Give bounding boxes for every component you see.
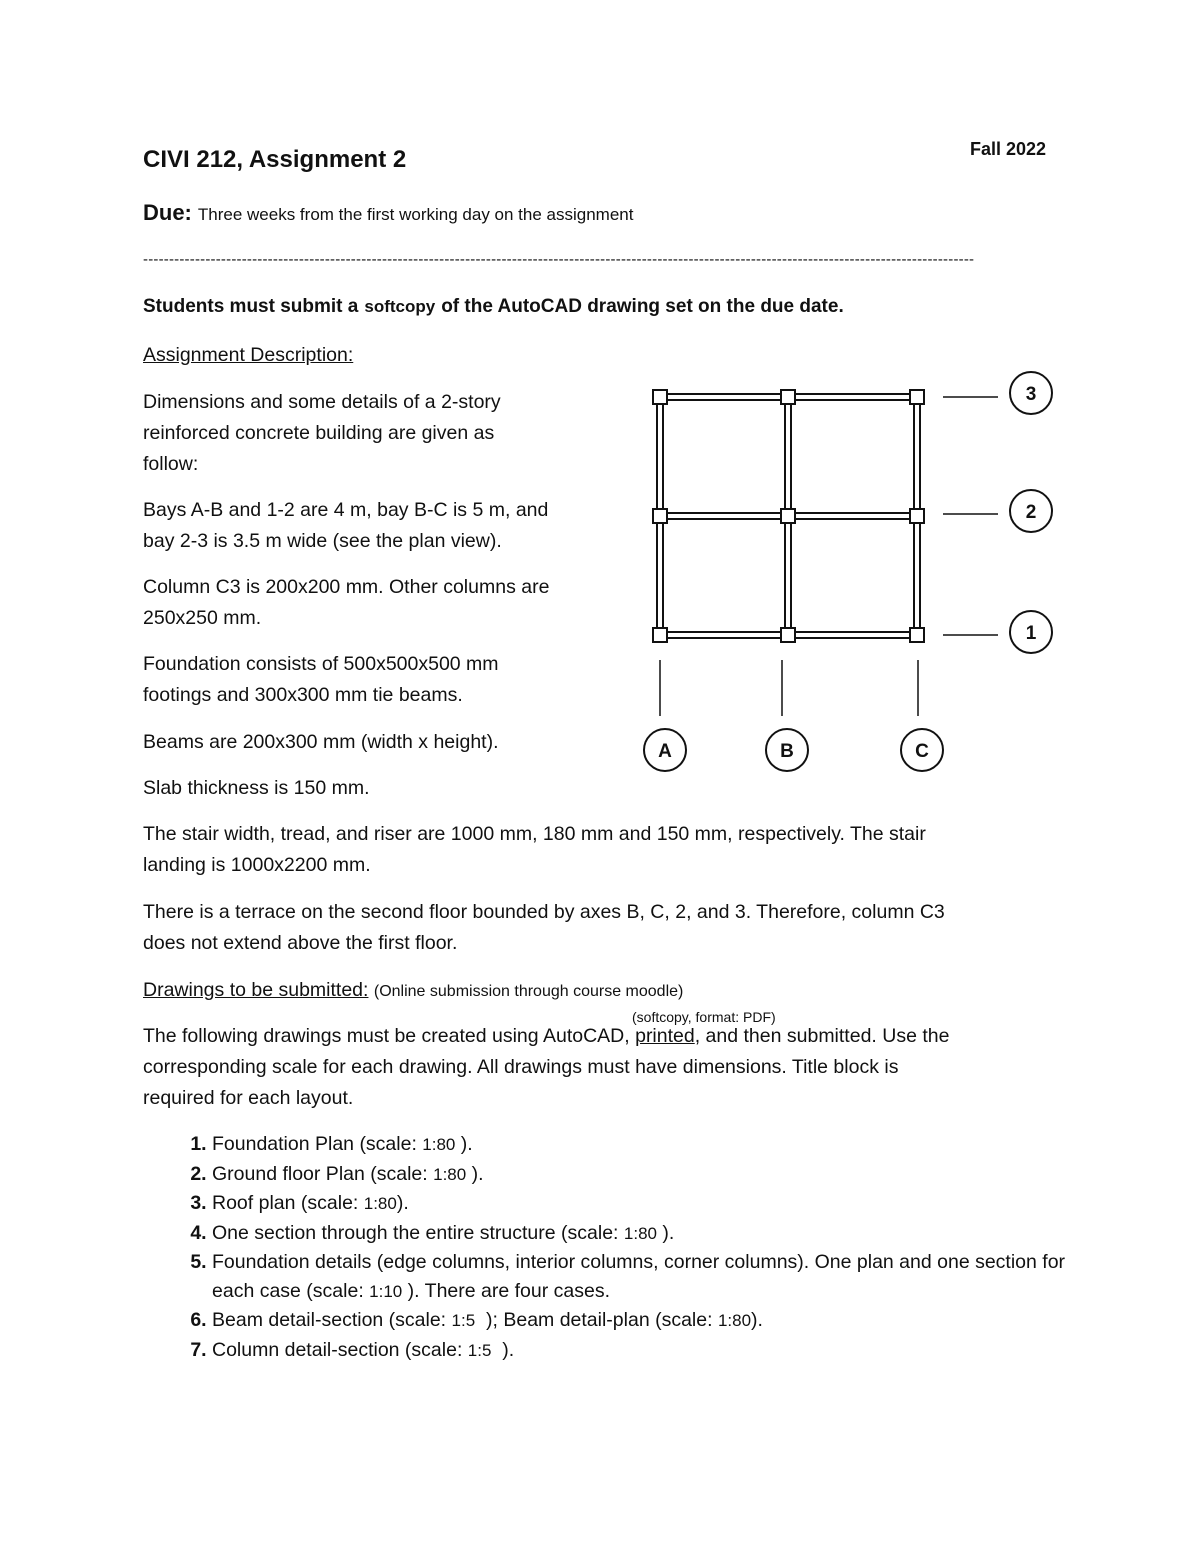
dashed-divider: ---------------------------------------------------------------------------------------------------------------------------------------------------------------- bbox=[143, 251, 975, 268]
term-label: Fall 2022 bbox=[970, 139, 1047, 159]
drawings-intro-line2: corresponding scale for each drawing. All drawings must have dimensions. Title block is bbox=[143, 1056, 899, 1078]
drawings-list bbox=[170, 1130, 1072, 1365]
desc-p2-line1: Bays A-B and 1-2 are 4 m, bay B-C is 5 m, and bbox=[143, 499, 549, 521]
due-label: Due: bbox=[143, 200, 192, 225]
page-title: CIVI 212, Assignment 2 bbox=[143, 146, 407, 173]
grid-label-a: A bbox=[658, 741, 672, 762]
submit-softcopy: softcopy bbox=[364, 297, 436, 316]
grid-label-3: 3 bbox=[1025, 384, 1037, 405]
drawings-note: (Online submission through course moodle) bbox=[373, 983, 684, 1000]
desc-p8-line1: There is a terrace on the second floor bounded by axes B, C, 2, and 3. Therefore, column C3 bbox=[143, 901, 945, 923]
submit-instruction bbox=[143, 296, 844, 318]
desc-paragraph-8 bbox=[143, 897, 945, 959]
grid-label-1: 1 bbox=[1025, 623, 1037, 644]
list-item: 1. Foundation Plan (scale: 1:80 ). bbox=[212, 1130, 1072, 1160]
column-a3 bbox=[653, 390, 667, 404]
list-item: 2. Ground floor Plan (scale: 1:80 ). bbox=[212, 1160, 1072, 1190]
desc-p4-line1: Foundation consists of 500x500x500 mm bbox=[143, 653, 499, 675]
plan-view-diagram bbox=[630, 360, 1070, 790]
desc-p2-line2: bay 2-3 is 3.5 m wide (see the plan view). bbox=[143, 530, 502, 552]
column-b3 bbox=[781, 390, 795, 404]
format-note: (softcopy, format: PDF) bbox=[632, 1009, 776, 1025]
desc-p3-line1: Column C3 is 200x200 mm. Other columns are bbox=[143, 576, 550, 598]
drawings-heading: Drawings to be submitted: bbox=[143, 979, 369, 1001]
drawings-intro bbox=[143, 1021, 949, 1114]
drawings-intro-line3: required for each layout. bbox=[143, 1087, 354, 1109]
submit-part1: Students must submit a bbox=[143, 296, 359, 317]
desc-paragraph-6: Slab thickness is 150 mm. bbox=[143, 777, 370, 799]
column-a2 bbox=[653, 509, 667, 523]
desc-p1-line2: reinforced concrete building are given as bbox=[143, 422, 495, 444]
list-item: 3. Roof plan (scale: 1:80). bbox=[212, 1189, 1072, 1219]
desc-p3-line2: 250x250 mm. bbox=[143, 607, 262, 629]
due-text: Three weeks from the first working day on the assignment bbox=[197, 205, 634, 224]
drawings-heading-line bbox=[143, 975, 683, 1007]
desc-paragraph-3 bbox=[143, 572, 549, 634]
description-heading: Assignment Description: bbox=[143, 344, 354, 366]
column-b2 bbox=[781, 509, 795, 523]
list-item: 7. Column detail-section (scale: 1:5 ). bbox=[212, 1336, 1072, 1366]
desc-paragraph-5: Beams are 200x300 mm (width x height). bbox=[143, 731, 499, 753]
column-c3 bbox=[910, 390, 924, 404]
column-b1 bbox=[781, 628, 795, 642]
desc-p8-line2: does not extend above the first floor. bbox=[143, 932, 458, 954]
column-c1 bbox=[910, 628, 924, 642]
grid-label-2: 2 bbox=[1025, 502, 1037, 523]
submit-part2: of the AutoCAD drawing set on the due date. bbox=[441, 296, 844, 317]
due-line bbox=[143, 200, 633, 226]
desc-p7-line1: The stair width, tread, and riser are 1000 mm, 180 mm and 150 mm, respectively. The stair bbox=[143, 823, 926, 845]
intro-part-c: , and then submitted. Use the bbox=[694, 1025, 950, 1047]
grid-label-b: B bbox=[780, 741, 794, 762]
intro-printed: printed bbox=[635, 1025, 695, 1047]
grid-label-c: C bbox=[915, 741, 929, 762]
desc-paragraph-1 bbox=[143, 387, 501, 480]
desc-p7-line2: landing is 1000x2200 mm. bbox=[143, 854, 371, 876]
desc-paragraph-2 bbox=[143, 495, 548, 557]
column-a1 bbox=[653, 628, 667, 642]
desc-p1-line1: Dimensions and some details of a 2-story bbox=[143, 391, 501, 413]
drawings-intro-line1 bbox=[143, 1021, 949, 1052]
intro-part-a: The following drawings must be created using AutoCAD, bbox=[143, 1025, 630, 1047]
desc-p1-line3: follow: bbox=[143, 453, 199, 475]
list-item: 4. One section through the entire structure (scale: 1:80 ). bbox=[212, 1219, 1072, 1249]
column-c2 bbox=[910, 509, 924, 523]
list-item: 5. Foundation details (edge columns, interior columns, corner columns). One plan and one section for each case (scale: 1:10 ). There are four cases. bbox=[212, 1248, 1072, 1306]
list-item: 6. Beam detail-section (scale: 1:5 ); Beam detail-plan (scale: 1:80). bbox=[212, 1306, 1072, 1336]
desc-p4-line2: footings and 300x300 mm tie beams. bbox=[143, 684, 463, 706]
desc-paragraph-7 bbox=[143, 819, 926, 881]
desc-paragraph-4 bbox=[143, 649, 499, 711]
